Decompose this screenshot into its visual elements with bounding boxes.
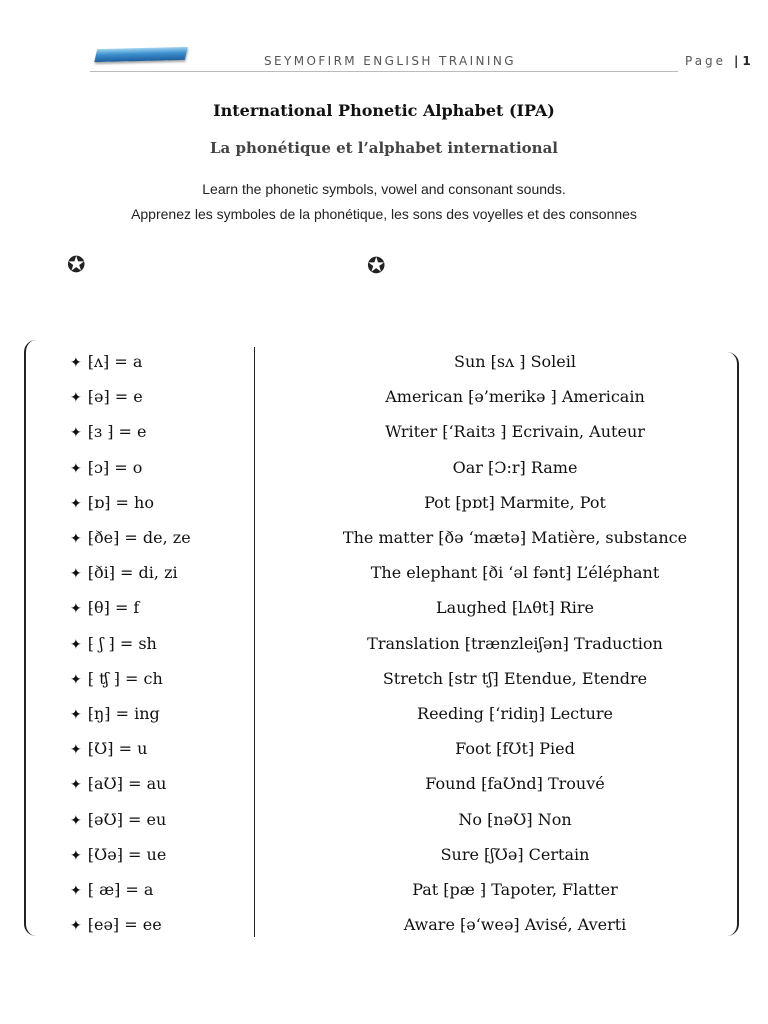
four-pointed-star-icon: ✦ <box>70 883 82 899</box>
ipa-symbol-text: ⁅θ⁆ = f <box>87 598 140 618</box>
ipa-symbol-text: ⁅ðe⁆ = de, ze <box>87 528 191 547</box>
table-row <box>0 845 768 880</box>
four-pointed-star-icon: ✦ <box>70 460 82 477</box>
ipa-symbol <box>70 458 142 477</box>
table-row <box>0 387 768 422</box>
ipa-symbol-text: ⁅ ʃ ⁆ = sh <box>87 633 157 653</box>
four-pointed-star-icon: ✦ <box>70 671 82 688</box>
table-row <box>0 528 768 563</box>
table-row <box>0 915 768 950</box>
ipa-example: Stretch ⁅str tʃ⁆ Etendue, Etendre <box>382 668 648 688</box>
star-icon: ✪ <box>367 254 386 279</box>
four-pointed-star-icon: ✦ <box>70 566 82 583</box>
ipa-symbol <box>70 598 139 617</box>
four-pointed-star-icon: ✦ <box>70 707 82 723</box>
page-number: | 1 <box>734 54 751 68</box>
table-row <box>0 598 768 633</box>
ipa-example: Writer ⁅‘Raitɜ ⁆ Ecrivain, Auteur <box>385 422 645 442</box>
ipa-symbol-text: ⁅ɜ ⁆ = e <box>87 422 147 442</box>
four-pointed-star-icon: ✦ <box>70 601 82 618</box>
four-pointed-star-icon: ✦ <box>70 847 82 864</box>
table-row <box>0 739 768 774</box>
four-pointed-star-icon: ✦ <box>70 777 82 794</box>
ipa-symbol <box>70 528 191 547</box>
intro-english: Learn the phonetic symbols, vowel and consonant sounds. <box>202 181 566 197</box>
table-row <box>0 493 768 528</box>
ipa-symbol-text: ⁅ʌ⁆ = a <box>87 352 143 371</box>
table-row <box>0 458 768 493</box>
ipa-symbol <box>70 634 157 653</box>
ipa-symbol <box>70 774 166 793</box>
four-pointed-star-icon: ✦ <box>70 390 82 407</box>
four-pointed-star-icon: ✦ <box>70 812 82 829</box>
ipa-symbol <box>70 810 166 829</box>
ipa-symbol <box>70 845 166 864</box>
ipa-example: No ⁅nəƱ⁆ Non <box>458 809 572 829</box>
ipa-symbol <box>70 739 147 758</box>
ipa-symbol-text: ⁅ɔ⁆ = o <box>87 457 143 477</box>
company-logo <box>94 47 187 62</box>
ipa-example: Found ⁅faƱnd⁆ Trouvé <box>425 774 605 794</box>
ipa-symbol-text: ⁅Ʊə⁆ = ue <box>87 844 167 864</box>
table-row <box>0 774 768 809</box>
four-pointed-star-icon: ✦ <box>70 531 82 547</box>
ipa-example: American ⁅ə’merikə ⁆ Americain <box>385 387 645 407</box>
ipa-symbol-text: ⁅ə⁆ = e <box>87 387 143 407</box>
ipa-symbol <box>70 880 153 899</box>
ipa-example: Aware ⁅ə‘weə⁆ Avisé, Averti <box>403 915 627 935</box>
header-divider <box>90 71 678 72</box>
ipa-symbol <box>70 704 160 723</box>
ipa-symbol <box>70 915 162 934</box>
ipa-symbol <box>70 422 147 441</box>
ipa-symbol <box>70 352 142 371</box>
ipa-example: Laughed ⁅lʌθt⁆ Rire <box>436 598 594 618</box>
ipa-example: Translation ⁅trænzleiʃən⁆ Traduction <box>367 633 663 653</box>
header-company-name: SEYMOFIRM ENGLISH TRAINING <box>264 54 516 68</box>
ipa-symbol-text: ⁅əƱ⁆ = eu <box>87 809 167 829</box>
ipa-symbol-text: ⁅ði⁆ = di, zi <box>87 563 178 583</box>
ipa-symbol <box>70 669 163 688</box>
ipa-example: Oar ⁅Ɔ:r⁆ Rame <box>452 457 578 477</box>
ipa-example: Pat ⁅pæ ⁆ Tapoter, Flatter <box>412 880 618 899</box>
document-subtitle: La phonétique et l’alphabet international <box>209 139 558 157</box>
four-pointed-star-icon: ✦ <box>70 918 82 935</box>
four-pointed-star-icon: ✦ <box>70 636 82 653</box>
table-row <box>0 422 768 457</box>
four-pointed-star-icon: ✦ <box>70 355 82 371</box>
ipa-symbol <box>70 387 143 406</box>
table-row <box>0 704 768 739</box>
ipa-symbol-text: ⁅eə⁆ = ee <box>87 915 162 935</box>
ipa-example: The matter ⁅ðə ‘mætə⁆ Matière, substance <box>342 528 688 547</box>
four-pointed-star-icon: ✦ <box>70 425 82 442</box>
ipa-symbol-text: ⁅ ʧ ⁆ = ch <box>87 668 163 688</box>
ipa-example: The elephant ⁅ði ‘əl fənt⁆ L’éléphant <box>370 563 660 583</box>
star-icon: ✪ <box>67 253 86 278</box>
ipa-example: Sun ⁅sʌ ⁆ Soleil <box>454 352 576 371</box>
table-row <box>0 634 768 669</box>
table-row <box>0 810 768 845</box>
document-title: International Phonetic Alphabet (IPA) <box>213 101 555 120</box>
ipa-example: Reeding ⁅‘ridiŋ⁆ Lecture <box>417 704 613 723</box>
table-row <box>0 669 768 704</box>
table-row <box>0 563 768 598</box>
ipa-example: Foot ⁅fƱt⁆ Pied <box>455 739 575 759</box>
ipa-example: Sure ⁅ʃƱə⁆ Certain <box>440 844 590 864</box>
table-row <box>0 352 768 387</box>
page-label: Page <box>685 54 727 68</box>
ipa-symbol <box>70 493 154 512</box>
four-pointed-star-icon: ✦ <box>70 495 82 512</box>
ipa-symbol-text: ⁅aƱ⁆ = au <box>87 774 167 794</box>
ipa-symbol-text: ⁅Ʊ⁆ = u <box>87 739 148 759</box>
table-row <box>0 880 768 915</box>
ipa-symbol-text: ⁅ æ⁆ = a <box>87 880 154 899</box>
ipa-symbol <box>70 563 178 582</box>
four-pointed-star-icon: ✦ <box>70 742 82 759</box>
ipa-symbol-text: ⁅ɒ⁆ = ho <box>87 492 154 512</box>
ipa-symbol-text: ⁅ŋ⁆ = ing <box>87 704 160 723</box>
intro-french: Apprenez les symboles de la phonétique, les sons des voyelles et des consonnes <box>131 206 637 222</box>
ipa-example: Pot ⁅pɒt⁆ Marmite, Pot <box>424 492 606 512</box>
